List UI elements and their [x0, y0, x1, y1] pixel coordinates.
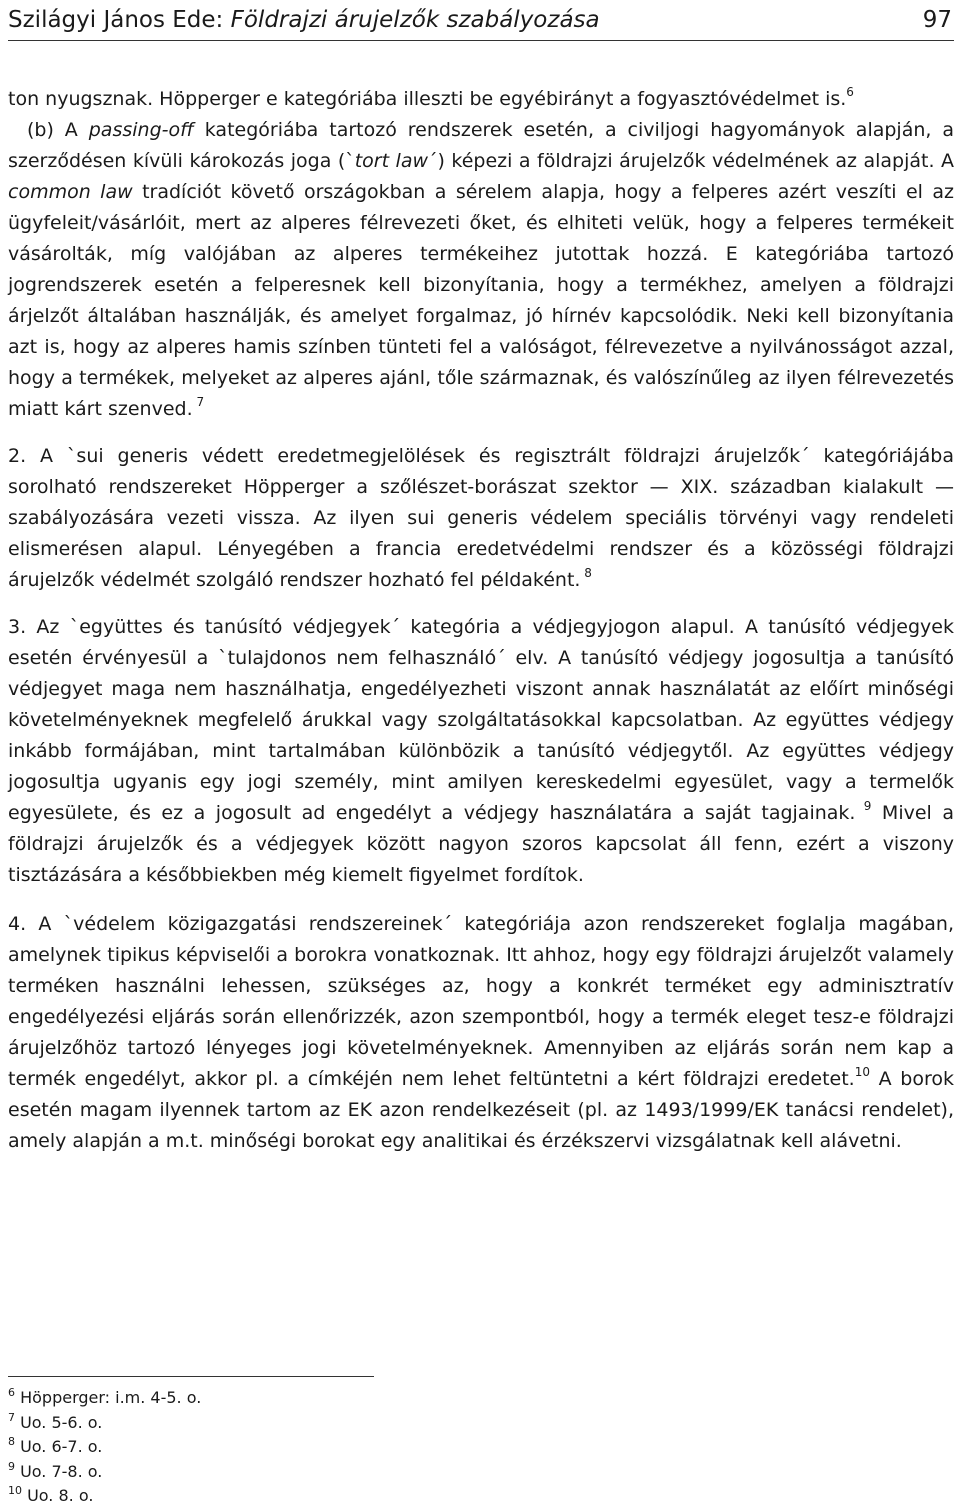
footnote: [8, 1484, 201, 1509]
footnote-ref: 9: [855, 799, 872, 813]
paragraph-text: 2. A `sui generis védett eredetmegjelölések és regisztrált földrajzi árujelzők´ kategóriájába sorolható rendszereket Höpperger a szőlészet-borászat szektor — XIX. században kialakult — szabályozására vezeti vissza. Az ilyen sui generis védelem speciális törvényi vagy rendeleti elismerésen alapul. Lényegében a francia eredetvédelmi rendszer és a közösségi földrajzi árujelzők védelmét szolgáló rendszer hozható fel példaként.: [8, 445, 954, 591]
paragraph: [8, 441, 954, 596]
footnote: [8, 1411, 201, 1436]
header-rule: [8, 40, 954, 41]
footnote-number: 10: [8, 1484, 22, 1497]
footnote-text: Uo. 5-6. o.: [15, 1412, 103, 1432]
running-title: [8, 6, 600, 34]
paragraph-text: 3. Az `együttes és tanúsító védjegyek´ kategória a védjegyjogon alapul. A tanúsító védjegyek esetén érvényesül a `tulajdonos nem felhasználó´ elv. A tanúsító védjegy jogosultja a tanúsító védjegyet maga nem használhatja, engedélyezheti viszont annak használatát az előírt minőségi követelményeknek megfelelő árukkal vagy szolgáltatásokkal kapcsolatban. Az együttes védjegy inkább formájában, mint tartalmában különbözik a tanúsító védjegytől. Az együttes védjegy jogosultja ugyanis egy jogi személy, mint amilyen kereskedelmi egyesület, vagy a termelők egyesülete, és ez a jogosult ad engedélyt a védjegy használatára a saját tagjainak.: [8, 616, 954, 824]
paragraph-text: 4. A `védelem közigazgatási rendszereinek´ kategóriája azon rendszereket foglalja magában, amelynek tipikus képviselői a borokra vonatkoznak. Itt ahhoz, hogy egy földrajzi árujelzőt valamely terméken használni lehessen, szükséges az, hogy a konkrét terméket egy adminisztratív engedélyezési eljárás során ellenőrizzék, azon szempontból, hogy a termék eleget tesz-e földrajzi árujelzőhöz tartozó lényeges jogi követelményeknek. Amennyiben az eljárás során nem kap a termék engedélyt, akkor pl. a címkéjén nem lehet feltüntetni a kért földrajzi eredetet.: [8, 913, 954, 1090]
paragraph-text: ´) képezi a földrajzi árujelzők védelmének az alapját. A: [428, 150, 954, 172]
footnote-text: Uo. 8. o.: [22, 1486, 94, 1505]
header-title: Földrajzi árujelzők szabályozása: [230, 7, 600, 33]
paragraph-text: (b) A: [27, 119, 89, 141]
footnote: [8, 1460, 201, 1485]
footnote-text: Uo. 6-7. o.: [15, 1437, 103, 1456]
paragraph: [8, 84, 954, 115]
footnote-ref: 8: [580, 566, 592, 580]
paragraph-text: A borok esetén magam ilyennek tartom az EK azon rendelkezéseit (pl. az 1493/1999/EK tanácsi rendelet), amely alapján a m.t. minőségi borokat egy analitikai és érzékszervi vizsgálatnak kell alávetni.: [8, 1068, 954, 1152]
body-text: [8, 84, 954, 1157]
italic-term: tort law: [354, 150, 429, 172]
italic-term: passing-off: [88, 119, 194, 141]
page-header: [8, 4, 954, 38]
footnote: [8, 1435, 201, 1460]
paragraph-text: kategóriába tartozó rendszerek esetén, a civiljogi hagyományok alapján, a szerződésen kívüli károkozás joga (`: [8, 119, 955, 172]
footnote-text: Höpperger: i.m. 4-5. o.: [15, 1388, 202, 1407]
paragraph: [8, 115, 954, 425]
footnote-ref: 6: [846, 85, 854, 99]
footnotes: [8, 1386, 201, 1509]
paragraph-text: Mivel a földrajzi árujelzők és a védjegyek között nagyon szoros kapcsolat áll fenn, ezért a viszony tisztázására a későbbiekben még kiemelt figyelmet fordítok.: [8, 802, 954, 886]
paragraph-text: ton nyugsznak. Höpperger e kategóriába illeszti be egyébirányt a fogyasztóvédelmet is.: [8, 88, 847, 110]
footnote-ref: 10: [854, 1065, 870, 1079]
footnote-number: 9: [8, 1459, 15, 1473]
header-author: Szilágyi János Ede:: [8, 7, 231, 33]
footnote-number: 8: [8, 1435, 15, 1448]
page-number: 97: [922, 7, 952, 33]
footnote-number: 7: [8, 1410, 15, 1424]
footnote-text: Uo. 7-8. o.: [15, 1461, 103, 1481]
footnote-rule: [8, 1376, 374, 1377]
footnote-number: 6: [8, 1386, 15, 1399]
paragraph: [8, 909, 954, 1157]
italic-term: common law: [8, 181, 133, 203]
footnote-ref: 7: [192, 395, 205, 409]
paragraph: [8, 612, 954, 891]
paragraph-text: tradíciót követő országokban a sérelem alapja, hogy a felperes azért veszíti el az ügyfeleit/vásárlóit, mert az alperes félrevezeti őket, és elhiteti velük, hogy a felperes termékeit vásárolták, míg valójában az alperes termékeihez jutottak hozzá. E kategóriába tartozó jogrendszerek esetén a felperesnek kell bizonyítania, hogy a termékhez, amelyen a földrajzi árjelzőt általában használják, és amelyet forgalmaz, jó hírnév kapcsolódik. Neki kell bizonyítania azt is, hogy az alperes hamis színben tünteti fel a valóságot, félrevezetve a nyilvánosságot azzal, hogy a termékek, melyeket az alperes ajánl, tőle származnak, és valószínűleg az ilyen félrevezetés miatt kárt szenved.: [8, 181, 954, 420]
footnote: [8, 1386, 201, 1411]
